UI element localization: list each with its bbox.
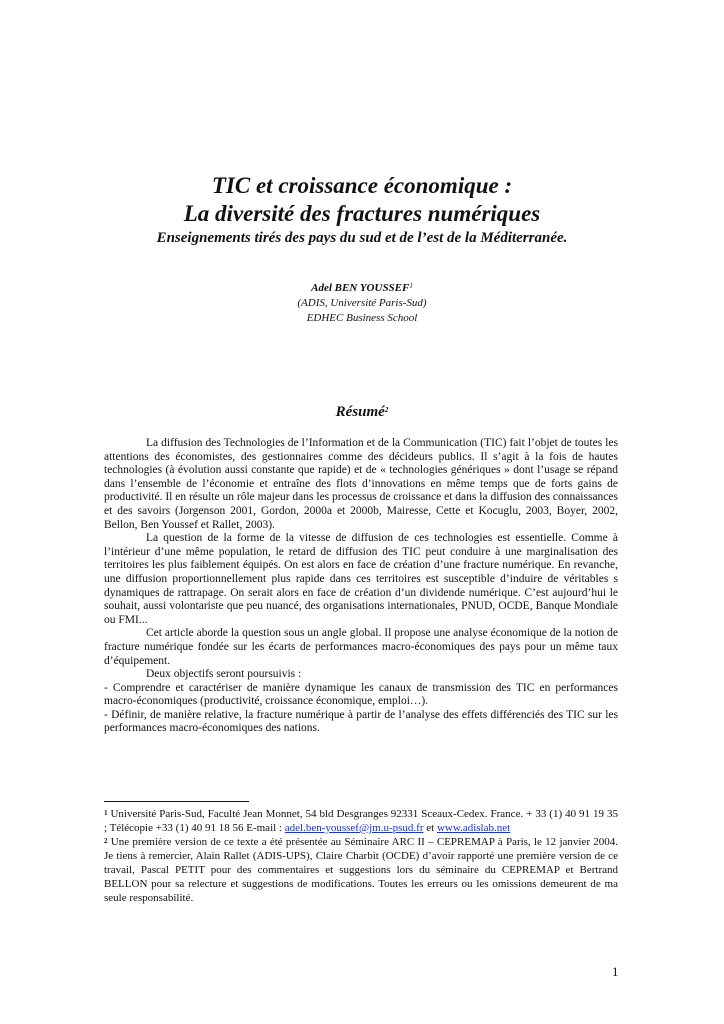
author-name-line [0,281,724,296]
footnote-1-mark: 1 [104,809,108,817]
footnote-separator [104,801,249,802]
page-number: 1 [612,964,619,979]
abstract-paragraph-1: La diffusion des Technologies de l’Information et de la Communication (TIC) fait l’objet de toutes les attentions des économistes, des gestionnaires comme des décideurs publics. Il s’agit à la fois de hautes technologies (à évolution aussi constante que rapide) et de « technologies génériques » dont l’usage se répand dans l’ensemble de l’économie et entraîne des flots d’innovations en même temps que de forts gains de productivité. Il en résulte un rôle majeur dans les processus de croissance et dans la diffusion des connaissances et des savoirs (Jorgenson 2001, Gordon, 2000a et 2000b, Mairesse, Cette et Kocuglu, 2003, Boyer, 2002, Bellon, Ben Youssef et Rallet, 2003). [104,437,618,531]
author-block [0,281,724,326]
footnote-1 [104,807,618,835]
abstract-paragraph-4: Deux objectifs seront poursuivis : [146,668,302,681]
footnote-2-mark: 2 [104,837,108,845]
paper-title-line2: La diversité des fractures numériques [183,201,541,226]
abstract-objective-2: - Définir, de manière relative, la fracture numérique à partir de l’analyse des effets différenciés des TIC sur les performances macro-économiques des nations. [104,708,618,735]
abstract-body [104,437,618,736]
paper-title-line1: TIC et croissance économique : [211,173,513,198]
footnote-1-and: et [423,822,437,834]
footnote-2-text: Une première version de ce texte a été présentée au Séminaire ARC II – CEPREMAP à Paris, le 12 janvier 2004. Je tiens à remercier, Alain Rallet (ADIS-UPS), Claire Charbit (OCDE) d’avoir rapporté une première version de ce travail, Pascal PETIT pour des commentaires et suggestions lors du séminaire du CEPREMAP et Bertrand BELLON pour sa relecture et suggestions de modifications. Toutes les erreurs ou les omissions demeurent de ma seule responsabilité. [104,836,618,904]
footnote-2 [104,835,618,905]
author-affiliation-1: (ADIS, Université Paris-Sud) [297,297,427,309]
website-link[interactable]: www.adislab.net [436,822,511,834]
footnotes [104,807,618,905]
abstract-paragraph-3: Cet article aborde la question sous un angle global. Il propose une analyse économique de la notion de fracture numérique fondée sur les écarts de performances macro-économiques des pays pour un même taux d’équipement. [104,627,618,667]
footnote-1-text: Université Paris-Sud, Faculté Jean Monnet, 54 bld Desgranges 92331 Sceaux-Cedex. France. + 33 (1) 40 91 19 35 ; Télécopie +33 (1) 40 91 18 56 E-mail : [104,808,618,834]
paper-subtitle: Enseignements tirés des pays du sud et de l’est de la Méditerranée. [156,230,568,246]
abstract-paragraph-2: La question de la forme de la vitesse de diffusion de ces technologies est essentielle. Comme à l’intérieur d’une même population, le retard de diffusion des TIC peut conduire à une marginalisation des territoires les plus faiblement équipés. On est alors en face de création d’une fracture numérique. En revanche, une diffusion proportionnellement plus rapide dans ces territoires est susceptible d’induire de véritables s dynamiques de rattrapage. On serait alors en face de création d’un dividende numérique. C’est aujourd’hui le souhait, aussi volontariste que peu nuancé, des organisations internationales, PNUD, OCDE, Banque Mondiale ou FMI... [104,532,618,626]
author-affiliation-2: EDHEC Business School [306,312,418,324]
author-email-link[interactable]: adel.ben-youssef@jm.u-psud.fr [284,822,424,834]
author-footnote-ref[interactable]: 1 [409,282,413,290]
resume-heading-text: Résumé [335,404,385,420]
resume-footnote-ref[interactable]: 2 [384,406,389,414]
author-name: Adel BEN YOUSSEF [311,282,410,294]
abstract-objective-1: - Comprendre et caractériser de manière dynamique les canaux de transmission des TIC en performances macro-économiques (productivité, croissance économique, emploi…). [104,681,618,708]
resume-heading [0,403,724,421]
